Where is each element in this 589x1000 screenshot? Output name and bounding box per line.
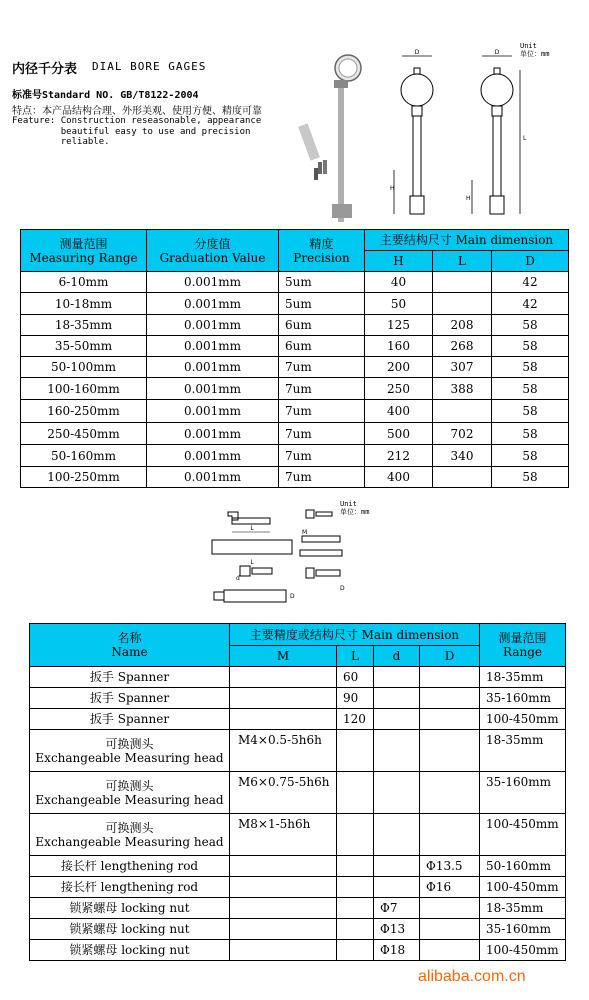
table-row (21, 467, 569, 488)
cell-precision: 5um (279, 272, 365, 293)
cell-h: 400 (365, 467, 433, 488)
cell-h: 250 (365, 378, 433, 400)
cell-d-small (374, 772, 420, 814)
cell-range: 50-100mm (21, 357, 147, 378)
cell-l: 340 (433, 445, 492, 467)
cell-range: 160-250mm (21, 400, 147, 423)
cell-name (30, 919, 230, 940)
cell-precision: 7um (279, 445, 365, 467)
cell-l: 388 (433, 378, 492, 400)
header-main-dimension: 主要结构尺寸 Main dimension (365, 230, 569, 251)
cell-d-small (374, 688, 420, 709)
header-m: M (230, 646, 337, 667)
cell-range: 100-450mm (480, 709, 566, 730)
cell-name (30, 898, 230, 919)
cell-range: 50-160mm (21, 445, 147, 467)
table-row (21, 293, 569, 315)
table-row (21, 378, 569, 400)
cell-d (420, 898, 480, 919)
cell-d-small (374, 877, 420, 898)
cell-l (337, 919, 374, 940)
cell-d (420, 919, 480, 940)
cell-h: 40 (365, 272, 433, 293)
cell-l: 307 (433, 357, 492, 378)
dim-label-d-1: D (414, 49, 420, 56)
cell-graduation: 0.001mm (147, 423, 279, 445)
cell-range: 10-18mm (21, 293, 147, 315)
header-d: D (492, 251, 569, 272)
cell-m (230, 898, 337, 919)
table-row (21, 315, 569, 336)
cell-l (337, 814, 374, 856)
cell-h: 212 (365, 445, 433, 467)
table-row (21, 357, 569, 378)
table-row (21, 445, 569, 467)
cell-d: 42 (492, 293, 569, 315)
cell-range: 35-160mm (480, 688, 566, 709)
cell-l (337, 940, 374, 961)
cell-name-line1: 接长杆 lengthening rod (60, 859, 199, 873)
cell-range: 18-35mm (480, 898, 566, 919)
cell-m: M4×0.5-5h6h (230, 730, 337, 772)
cell-d (420, 814, 480, 856)
cell-h: 50 (365, 293, 433, 315)
header-h: H (365, 251, 433, 272)
cell-precision: 7um (279, 423, 365, 445)
cell-m: M8×1-5h6h (230, 814, 337, 856)
cell-precision: 7um (279, 378, 365, 400)
title-cn: 内径千分表 (12, 62, 78, 77)
watermark: alibaba.com.cn (418, 968, 526, 985)
dim-label-l-2: L (523, 135, 527, 142)
table-row (21, 423, 569, 445)
header-l: L (433, 251, 492, 272)
cell-name (30, 688, 230, 709)
cell-graduation: 0.001mm (147, 445, 279, 467)
cell-m (230, 688, 337, 709)
header-range: 测量范围 Range (480, 624, 566, 667)
cell-name-line1: 锁紧螺母 locking nut (69, 943, 190, 957)
cell-graduation: 0.001mm (147, 378, 279, 400)
cell-range: 100-450mm (480, 877, 566, 898)
cell-range: 35-160mm (480, 772, 566, 814)
cell-precision: 7um (279, 400, 365, 423)
table-row (21, 272, 569, 293)
cell-name-line1: 扳手 Spanner (89, 670, 170, 684)
cell-graduation: 0.001mm (147, 336, 279, 357)
table-row (30, 688, 566, 709)
cell-d: 58 (492, 445, 569, 467)
cell-d-small (374, 730, 420, 772)
dim-label-h-2: H (466, 195, 471, 202)
cell-name-line1: 扳手 Spanner (89, 691, 170, 705)
cell-d: Φ13.5 (420, 856, 480, 877)
cell-l: 702 (433, 423, 492, 445)
cell-l (337, 877, 374, 898)
cell-l (337, 772, 374, 814)
cell-h: 200 (365, 357, 433, 378)
cell-d-small: Φ18 (374, 940, 420, 961)
cell-precision: 5um (279, 293, 365, 315)
cell-name (30, 940, 230, 961)
unit-label-mid: Unit 单位：mm (340, 500, 370, 516)
cell-d: 58 (492, 423, 569, 445)
cell-graduation: 0.001mm (147, 272, 279, 293)
cell-range: 250-450mm (21, 423, 147, 445)
cell-name-line1: 扳手 Spanner (89, 712, 170, 726)
cell-graduation: 0.001mm (147, 357, 279, 378)
cell-name (30, 772, 230, 814)
cell-graduation: 0.001mm (147, 467, 279, 488)
features-cn: 特点：本产品结构合理、外形美观、使用方便、精度可靠 (12, 106, 262, 117)
cell-d: 58 (492, 378, 569, 400)
table-row (30, 919, 566, 940)
features-en: Feature: Construction reseasonable, appearance beautiful easy to use and precision reliable. (12, 116, 262, 147)
cell-d: 58 (492, 467, 569, 488)
cell-range: 18-35mm (480, 667, 566, 688)
drawing-rod (210, 584, 302, 608)
cell-l (337, 856, 374, 877)
cell-l (337, 730, 374, 772)
cell-d: 42 (492, 272, 569, 293)
cell-range: 100-450mm (480, 814, 566, 856)
cell-name-line2: Exchangeable Measuring head (35, 834, 224, 849)
header-graduation-value: 分度值 Graduation Value (147, 230, 279, 272)
dim-label-d-2: D (494, 49, 500, 56)
table-row (30, 814, 566, 856)
cell-l: 208 (433, 315, 492, 336)
title-en: DIAL BORE GAGES (92, 60, 207, 73)
cell-precision: 7um (279, 357, 365, 378)
cell-m (230, 709, 337, 730)
table-row (30, 667, 566, 688)
cell-range: 35-50mm (21, 336, 147, 357)
table-row (21, 400, 569, 423)
drawing-dial-gage-1 (380, 50, 450, 220)
cell-range: 100-250mm (21, 467, 147, 488)
cell-d (420, 709, 480, 730)
cell-range: 100-450mm (480, 940, 566, 961)
cell-h: 500 (365, 423, 433, 445)
cell-m (230, 877, 337, 898)
drawing-lengthening-rod (296, 546, 348, 596)
cell-l (433, 400, 492, 423)
product-photo (290, 54, 370, 222)
dim-label-d-nut: d (236, 575, 240, 582)
table-row (30, 877, 566, 898)
cell-range: 100-160mm (21, 378, 147, 400)
cell-l: 60 (337, 667, 374, 688)
cell-d (420, 688, 480, 709)
cell-range: 35-160mm (480, 919, 566, 940)
table-row (30, 898, 566, 919)
cell-d (420, 772, 480, 814)
dim-label-d-rod2: D (290, 593, 295, 600)
cell-l (337, 898, 374, 919)
unit-label-top: Unit 单位：mm (520, 42, 550, 58)
standard-number: 标准号Standard NO. GB/T8122-2004 (12, 90, 199, 101)
cell-name (30, 856, 230, 877)
cell-l (433, 293, 492, 315)
cell-h: 160 (365, 336, 433, 357)
cell-d (420, 667, 480, 688)
table-row (30, 772, 566, 814)
cell-name-line1: 可换测头 (105, 778, 154, 793)
cell-d: 58 (492, 357, 569, 378)
cell-name (30, 814, 230, 856)
cell-l (433, 272, 492, 293)
drawing-measuring-head (300, 504, 344, 544)
table-row (30, 709, 566, 730)
header-d-small: d (374, 646, 420, 667)
dim-label-d-rod: D (340, 585, 345, 592)
cell-l: 90 (337, 688, 374, 709)
header-l-2: L (337, 646, 374, 667)
cell-m (230, 856, 337, 877)
cell-range: 50-160mm (480, 856, 566, 877)
cell-name (30, 667, 230, 688)
cell-d (420, 730, 480, 772)
cell-d: 58 (492, 400, 569, 423)
drawing-dial-gage-2 (460, 50, 530, 220)
cell-graduation: 0.001mm (147, 315, 279, 336)
cell-range: 6-10mm (21, 272, 147, 293)
cell-name-line1: 锁紧螺母 locking nut (69, 901, 190, 915)
table-row (30, 730, 566, 772)
drawing-locking-nut (236, 562, 276, 582)
cell-m (230, 919, 337, 940)
cell-name (30, 709, 230, 730)
cell-d-small: Φ7 (374, 898, 420, 919)
cell-d-small (374, 814, 420, 856)
cell-precision: 7um (279, 467, 365, 488)
cell-graduation: 0.001mm (147, 400, 279, 423)
cell-h: 125 (365, 315, 433, 336)
cell-l (433, 467, 492, 488)
cell-d-small (374, 709, 420, 730)
cell-d (420, 940, 480, 961)
cell-d-small (374, 667, 420, 688)
cell-precision: 6um (279, 336, 365, 357)
spec-table-main (20, 229, 569, 488)
cell-range: 18-35mm (480, 730, 566, 772)
cell-name-line1: 可换测头 (105, 736, 154, 751)
cell-l: 268 (433, 336, 492, 357)
cell-precision: 6um (279, 315, 365, 336)
cell-name-line1: 锁紧螺母 locking nut (69, 922, 190, 936)
cell-name-line2: Exchangeable Measuring head (35, 792, 224, 807)
cell-m (230, 940, 337, 961)
cell-name-line1: 可换测头 (105, 820, 154, 835)
cell-m: M6×0.75-5h6h (230, 772, 337, 814)
cell-l: 120 (337, 709, 374, 730)
cell-name (30, 730, 230, 772)
drawing-spanner (208, 506, 298, 566)
dim-label-l-spanner: L (250, 525, 254, 532)
table-row (21, 336, 569, 357)
table-row (30, 940, 566, 961)
dim-label-m: M (302, 529, 308, 536)
header-main-dimension-2: 主要精度或结构尺寸 Main dimension (230, 624, 480, 646)
cell-name-line2: Exchangeable Measuring head (35, 750, 224, 765)
header-measuring-range: 测量范围 Measuring Range (21, 230, 147, 272)
header-d-2: D (420, 646, 480, 667)
table-row (30, 856, 566, 877)
cell-d: 58 (492, 315, 569, 336)
cell-d-small: Φ13 (374, 919, 420, 940)
cell-range: 18-35mm (21, 315, 147, 336)
cell-d: Φ16 (420, 877, 480, 898)
dim-label-l-spanner-2: L (250, 559, 254, 566)
header-name: 名称 Name (30, 624, 230, 667)
cell-d: 58 (492, 336, 569, 357)
cell-h: 400 (365, 400, 433, 423)
cell-name-line1: 接长杆 lengthening rod (60, 880, 199, 894)
spec-table-accessories (29, 623, 566, 961)
dim-label-h-1: H (390, 185, 395, 192)
cell-graduation: 0.001mm (147, 293, 279, 315)
cell-name (30, 877, 230, 898)
header-precision: 精度 Precision (279, 230, 365, 272)
cell-m (230, 667, 337, 688)
cell-d-small (374, 856, 420, 877)
